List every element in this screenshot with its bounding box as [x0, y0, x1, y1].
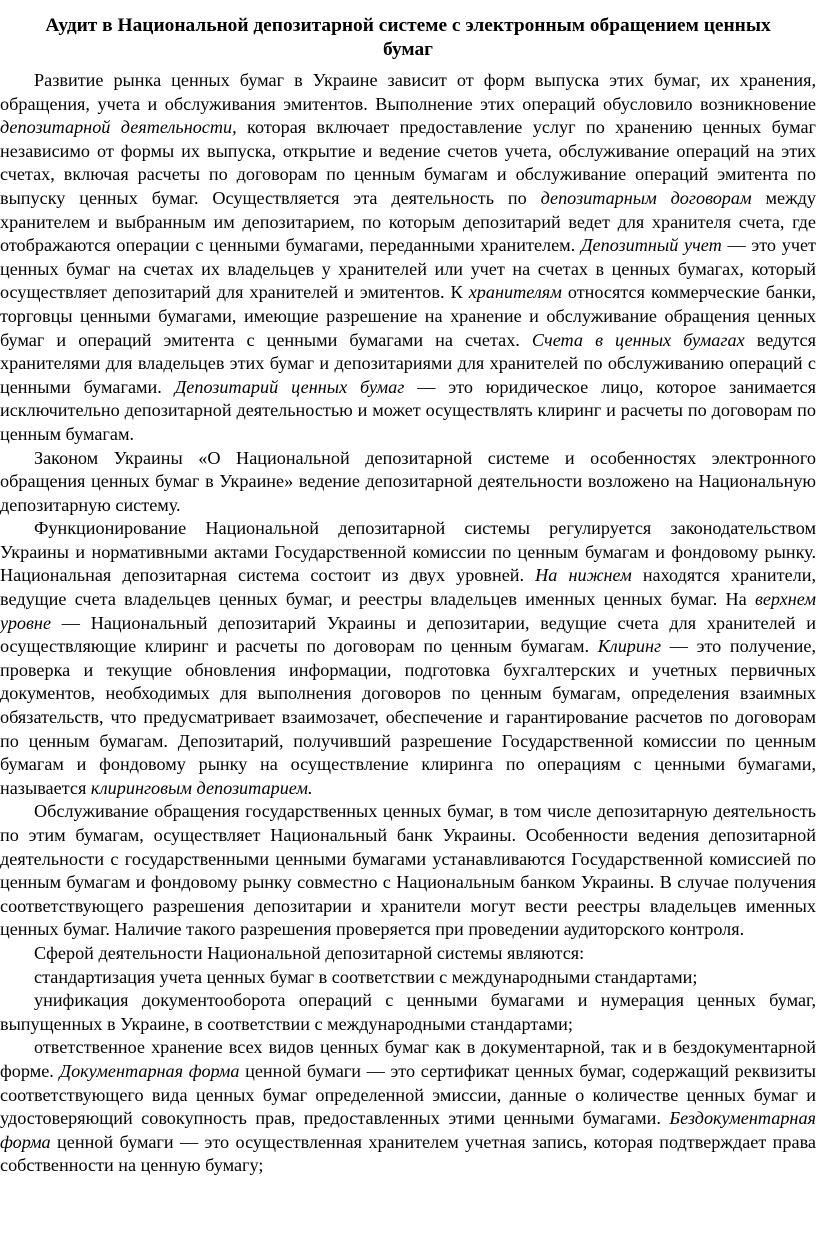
text-run: — это учет ценных бумаг на счетах их владельцев у хранителей или учет на счетах в ценных бумагах, который осуществляет депозитарий для хранителей и эмитентов. К	[0, 235, 816, 303]
italic-term: хранителям	[468, 282, 562, 303]
text-run: — это получение, проверка и текущие обновления информации, подготовка бухгалтерских и учетных первичных документов, необходимых для выполнения договоров по ценным бумагам, определения взаимных обязательств, что предусматривает взаимозачет, обеспечение и гарантирование расчетов по договорам по ценным бумагам. Депозитарий, получивший разрешение Государственной комиссии по ценным бумагам и фондовому рынку на осуществление клиринга по операциям с ценными бумагами, называется	[0, 636, 816, 798]
paragraph	[0, 800, 816, 942]
paragraph	[0, 517, 816, 800]
text-run: ценной бумаги — это осуществленная хранителем учетная запись, которая подтверждает права собственности на ценную бумагу;	[0, 1131, 816, 1176]
text-run: ответственное хранение всех видов ценных бумаг как в документарной, так и в бездокументарной форме.	[0, 1037, 816, 1081]
italic-term: Депозитарий ценных бумаг	[174, 376, 405, 397]
text-run: ценной бумаги — это сертификат ценных бумаг, содержащий реквизиты соответствующего вида ценных бумаг определенной эмиссии, данные о количестве ценных бумаг и удостоверяющий совокупность прав, предоставленных этими ценными бумагами.	[0, 1060, 816, 1129]
document-body	[0, 69, 816, 1178]
paragraph	[0, 1036, 816, 1178]
italic-term: клиринговым депозитарием.	[90, 777, 313, 798]
italic-term: На нижнем	[535, 565, 632, 586]
text-run: — это юридическое лицо, которое занимается исключительно депозитарной деятельностью и может осуществлять клиринг и расчеты по договорам по ценным бумагам.	[0, 376, 816, 444]
text-run: Функционирование Национальной депозитарной системы регулируется законодательством Украины и нормативными актами Государственной комиссии по ценным бумагам и фондовому рынку. Национальная депозитарная система состоит из двух уровней.	[0, 518, 816, 586]
text-run: Сферой деятельности Национальной депозитарной системы являются:	[34, 942, 585, 963]
italic-term: Депозитный учет	[580, 235, 722, 256]
paragraph	[0, 447, 816, 518]
paragraph	[0, 966, 816, 990]
italic-term: депозитарной деятельности,	[0, 117, 237, 138]
text-run: унификация документооборота операций с ценными бумагами и нумерация ценных бумаг, выпущенных в Украине, в соответствии с международными стандартами;	[0, 990, 816, 1034]
text-run: находятся хранители, ведущие счета владельцев ценных бумаг, и реестры владельцев именных ценных бумаг. На	[0, 565, 816, 610]
paragraph	[0, 69, 816, 447]
text-run: относятся коммерческие банки, торговцы ценными бумагами, имеющие разрешение на хранение и обслуживание обращения ценных бумаг и операций эмитента с ценными бумагами на счетах.	[0, 282, 816, 350]
text-run: Развитие рынка ценных бумаг в Украине зависит от форм выпуска этих бумаг, их хранения, обращения, учета и обслуживания эмитентов. Выполнение этих операций обусловило возникновение	[0, 70, 816, 114]
italic-term: Счета в ценных бумагах	[531, 329, 745, 350]
text-run: ведутся хранителями для владельцев этих бумаг и депозитариями для хранителей по обслуживанию операций с ценными бумагами.	[0, 329, 816, 397]
text-run: Законом Украины «О Национальной депозитарной системе и особенностях электронного обращения ценных бумаг в Украине» ведение депозитарной деятельности возложено на Национальную депозитарную систему.	[0, 447, 816, 515]
italic-term: депозитарным договорам	[540, 187, 752, 208]
text-run: Обслуживание обращения государственных ценных бумаг, в том числе депозитарную деятельность по этим бумагам, осуществляет Национальный банк Украины. Особенности ведения депозитарной деятельности с государственными ценными бумагами устанавливаются Государственной комиссией по ценным бумагам и фондовому рынку совместно с Национальным банком Украины. В случае получения соответствующего разрешения депозитарии и хранители могут вести реестры владельцев именных ценных бумаг. Наличие такого разрешения проверяется при проведении аудиторского контроля.	[0, 801, 816, 940]
italic-term: Бездокументарная форма	[0, 1108, 816, 1152]
italic-term: верхнем уровне	[0, 589, 816, 633]
italic-term: Клиринг	[597, 636, 662, 657]
paragraph	[0, 989, 816, 1036]
text-run: между хранителем и выбранным им депозитарием, по которым депозитарий ведет для хранителя счета, где отображаются операции с ценными бумагами, переданными хранителем.	[0, 187, 816, 256]
italic-term: Документарная форма	[59, 1060, 240, 1081]
text-run: — Национальный депозитарий Украины и депозитарии, ведущие счета для хранителей и осуществляющие клиринг и расчеты по договорам по ценным бумагам.	[0, 612, 816, 657]
text-run: которая включает предоставление услуг по хранению ценных бумаг независимо от формы их выпуска, открытие и ведение счетов учета, обслуживание операций на этих счетах, включая расчеты по договорам по ценным бумагам и обслуживание операций эмитента по выпуску ценных бумаг. Осуществляется эта деятельность по	[0, 117, 816, 208]
text-run: стандартизация учета ценных бумаг в соответствии с международными стандартами;	[34, 966, 698, 987]
document-title: Аудит в Национальной депозитарной системе с электронным обращением ценных бумаг	[45, 15, 771, 60]
paragraph	[0, 942, 816, 966]
